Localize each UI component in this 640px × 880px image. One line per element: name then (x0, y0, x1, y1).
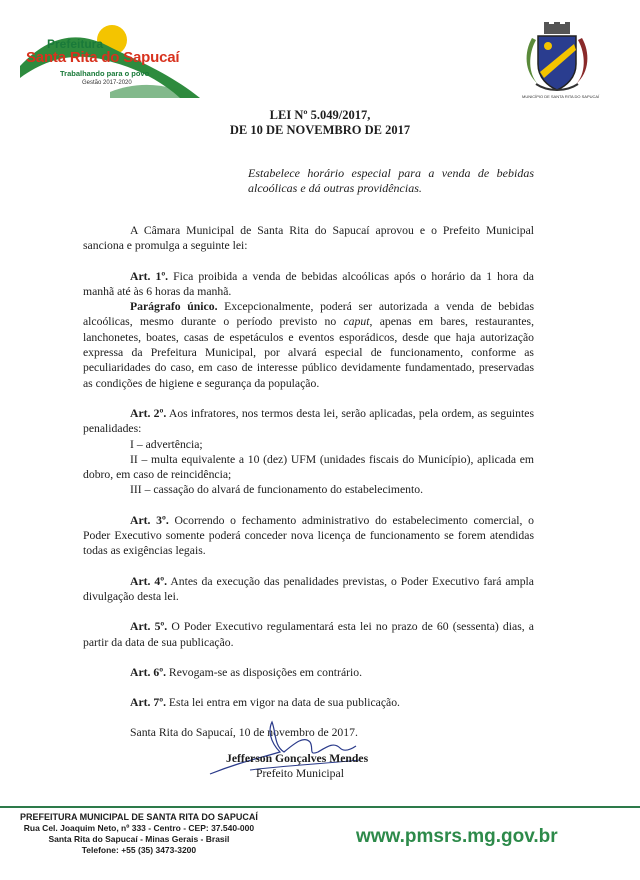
signatory-role: Prefeito Municipal (256, 767, 344, 780)
article-4-text: Antes da execução das penalidades previstas, o Poder Executivo fará ampla divulgação desta lei. (83, 574, 534, 603)
footer-divider (0, 806, 640, 808)
logo-slogan: Trabalhando para o povo (60, 69, 150, 78)
article-1-text: Fica proibida a venda de bebidas alcoólicas após o horário da 1 hora da manhã até às 6 horas da manhã. (83, 269, 534, 298)
article-1-label: Art. 1º. (130, 269, 169, 283)
article-3 (83, 513, 534, 559)
article-3-text: Ocorrendo o fechamento administrativo do estabelecimento comercial, o Poder Executivo somente poderá conceder nova licença de funcionamento se forem atendidas todas as exigências legais. (83, 513, 534, 558)
article-6 (83, 665, 534, 680)
signatory-name: Jefferson Gonçalves Mendes (226, 752, 369, 765)
article-5-label: Art. 5º. (130, 620, 168, 634)
article-3-label: Art. 3º. (130, 513, 169, 527)
sole-paragraph-text-1: Excepcionalmente, poderá ser autorizada a venda de bebidas alcoólicas, mesmo durante o período previsto no (83, 300, 534, 329)
article-2 (83, 406, 534, 437)
law-summary: Estabelece horário especial para a venda de bebidas alcoólicas e dá outras providências. (248, 166, 534, 195)
article-2-label: Art. 2º. (130, 406, 167, 420)
law-date: DE 10 DE NOVEMBRO DE 2017 (229, 123, 411, 137)
article-4 (83, 574, 534, 605)
sole-paragraph-text-2: , apenas em bares, restaurantes, lanchonetes, boates, casas de espetáculos e eventos esporádicos, desde que haja autorização expressa da Prefeitura Municipal, por alvará especial de funcionamento, conforme as peculiaridades do caso, em caso de interesse público devidamente fundamentado, preservadas as condições de higiene e segurança da população. (83, 315, 535, 390)
article-7-label: Art. 7º. (130, 696, 166, 710)
penalty-item: I – advertência; (130, 437, 203, 451)
article-6-text: Revogam-se as disposições em contrário. (168, 665, 363, 679)
penalty-item: III – cassação do alvará de funcionamento do estabelecimento. (130, 483, 424, 497)
logo-term: Gestão 2017-2020 (82, 80, 132, 86)
footer-address-1: Rua Cel. Joaquim Neto, nº 333 - Centro - CEP: 37.540-000 (23, 823, 255, 833)
coat-of-arms-icon (518, 22, 596, 94)
article-4-label: Art. 4º. (130, 574, 168, 588)
crest-caption: MUNICÍPIO DE SANTA RITA DO SAPUCAÍ (522, 94, 600, 99)
signature-block (200, 712, 440, 782)
logo-city-name: Santa Rita do Sapucaí (26, 49, 180, 66)
article-6-label: Art. 6º. (130, 665, 166, 679)
article-5 (83, 619, 534, 650)
sole-paragraph-label: Parágrafo único. (130, 300, 218, 314)
footer-phone: Telefone: +55 (35) 3473-3200 (81, 845, 197, 855)
law-number: LEI Nº 5.049/2017, (269, 108, 371, 122)
article-7 (83, 695, 534, 710)
article-2-text: Aos infratores, nos termos desta lei, serão aplicadas, pela ordem, as seguintes penalidades: (83, 406, 534, 436)
article-1 (83, 269, 534, 300)
municipal-coat-of-arms (518, 22, 600, 104)
article-7-text: Esta lei entra em vigor na data de sua publicação. (168, 696, 400, 710)
footer-org: PREFEITURA MUNICIPAL DE SANTA RITA DO SAPUCAÍ (20, 812, 258, 822)
logo-prefix: Prefeitura (47, 37, 104, 51)
footer-contact (20, 812, 258, 856)
prefeitura-logo (20, 18, 205, 103)
footer-address-2: Santa Rita do Sapucaí - Minas Gerais - Brasil (48, 834, 230, 844)
article-5-text: O Poder Executivo regulamentará esta lei no prazo de 60 (sessenta) dias, a partir da data de sua publicação. (83, 620, 534, 649)
penalty-item: II – multa equivalente a 10 (dez) UFM (unidades fiscais do Município), aplicada em dobro, em caso de reincidência; (83, 452, 534, 482)
sole-paragraph (83, 299, 534, 391)
place-and-date: Santa Rita do Sapucaí, 10 de novembro de 2017. (130, 726, 358, 740)
caput-term: caput (343, 315, 370, 329)
footer-website[interactable]: www.pmsrs.mg.gov.br (356, 826, 558, 847)
preamble: A Câmara Municipal de Santa Rita do Sapucaí aprovou e o Prefeito Municipal sanciona e promulga a seguinte lei: (83, 224, 534, 253)
law-body (83, 223, 534, 741)
